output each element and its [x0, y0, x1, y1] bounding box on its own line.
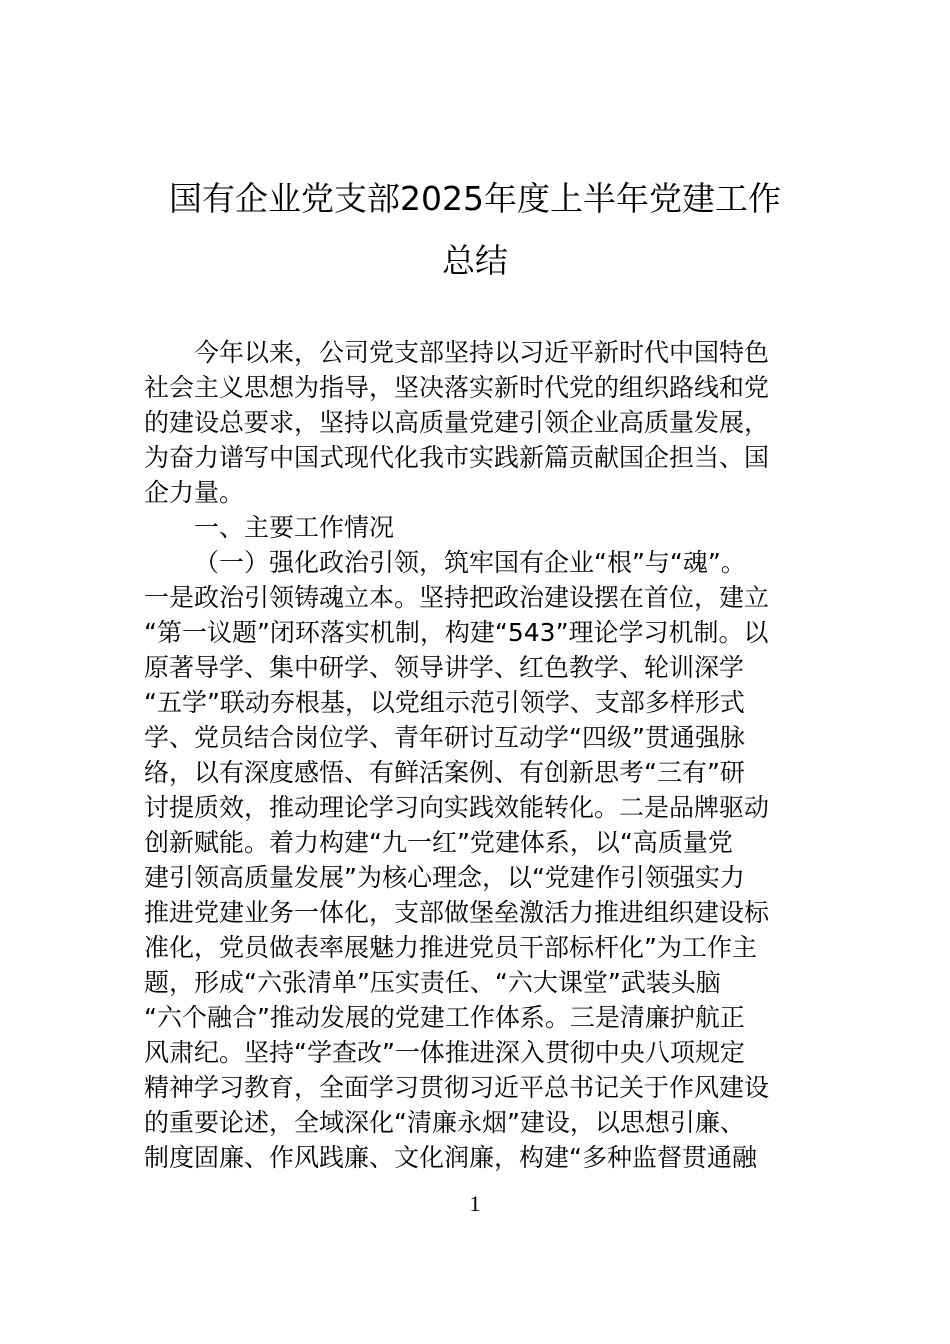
paragraph-line: 学、党员结合岗位学、青年研讨互动学“四级”贯通强脉	[144, 723, 745, 752]
paragraph-line: 创新赋能。着力构建“九一红”党建体系，以“高质量党	[144, 828, 733, 857]
paragraph-line: 准化，党员做表率展魅力推进党员干部标杆化”为工作主	[144, 933, 757, 962]
paragraph-line: 一是政治引领铸魂立本。坚持把政治建设摆在首位，建立	[144, 583, 770, 612]
paragraph-line: 今年以来，公司党支部坚持以习近平新时代中国特色	[194, 338, 770, 367]
paragraph-line: 推进党建业务一体化，支部做堡垒激活力推进组织建设标	[144, 898, 770, 927]
paragraph-line: 为奋力谱写中国式现代化我市实践新篇贡献国企担当、国	[144, 443, 770, 472]
paragraph-line: 风肃纪。坚持“学查改”一体推进深入贯彻中央八项规定	[144, 1038, 745, 1067]
section-heading: 一、主要工作情况	[194, 513, 395, 542]
paragraph-line: 的重要论述，全域深化“清廉永烟”建设，以思想引廉、	[144, 1108, 745, 1137]
title-line-2: 总结	[442, 241, 508, 280]
paragraph-line: 原著导学、集中研学、领导讲学、红色教学、轮训深学	[144, 653, 745, 682]
document-title	[140, 168, 810, 292]
title-line-1: 国有企业党支部2025年度上半年党建工作	[169, 179, 781, 218]
page-number: 1	[469, 1191, 481, 1216]
paragraph-line: 讨提质效，推动理论学习向实践效能转化。二是品牌驱动	[144, 793, 770, 822]
paragraph-line: 的建设总要求，坚持以高质量党建引领企业高质量发展，	[144, 408, 770, 437]
paragraph-line: 络，以有深度感悟、有鲜活案例、有创新思考“三有”研	[144, 758, 745, 787]
paragraph-line: 企力量。	[144, 478, 245, 507]
paragraph-line: “第一议题”闭环落实机制，构建“543”理论学习机制。以	[144, 618, 769, 647]
paragraph-line: “六个融合”推动发展的党建工作体系。三是清廉护航正	[144, 1003, 745, 1032]
paragraph-line: 精神学习教育，全面学习贯彻习近平总书记关于作风建设	[144, 1073, 770, 1102]
paragraph-line: 建引领高质量发展”为核心理念，以“党建作引领强实力	[144, 863, 745, 892]
paragraph-line: 社会主义思想为指导，坚决落实新时代党的组织路线和党	[144, 373, 770, 402]
paragraph-line: 题，形成“六张清单”压实责任、“六大课堂”武装头脑	[144, 968, 721, 997]
paragraph-line: 制度固廉、作风践廉、文化润廉，构建“多种监督贯通融	[144, 1143, 757, 1172]
document-body	[144, 335, 806, 1175]
paragraph-line: “五学”联动夯根基，以党组示范引领学、支部多样形式	[144, 688, 745, 717]
subsection-heading: （一）强化政治引领，筑牢国有企业“根”与“魂”。	[194, 548, 746, 577]
